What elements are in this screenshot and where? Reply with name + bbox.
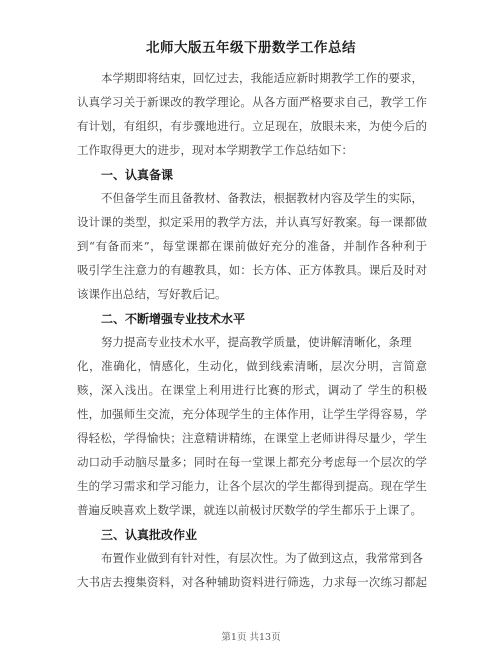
section-line: 性，加强师生交流，充分体现学生的主体作用，让学生学得容易，学 [77, 407, 427, 421]
section-line: 到“有备而来”，每堂课都在课前做好充分的准备，并制作各种利于 [77, 239, 427, 253]
document-title: 北师大版五年级下册数学工作总结 [146, 40, 356, 56]
section-heading: 二、不断增强专业技术水平 [101, 312, 246, 326]
section-line: 生的学习需求和学习能力，让各个层次的学生都得到提高。现在学生 [77, 479, 427, 493]
section-line: 得轻松，学得愉快；注意精讲精练，在课堂上老师讲得尽量少，学生 [77, 431, 427, 445]
section-line: 该课作出总结，写好教后记。 [77, 287, 227, 301]
intro-line: 工作取得更大的进步，现对本学期教学工作总结如下： [77, 143, 353, 157]
section-line: 布置作业做到有针对性，有层次性。为了做到这点，我常常到各 [101, 551, 423, 565]
section-line: 赅，深入浅出。在课堂上利用进行比赛的形式，调动了 学生的积极 [77, 383, 427, 397]
section-line: 吸引学生注意力的有趣教具，如：长方体、正方体教具。课后及时对 [77, 263, 427, 277]
section-line: 普遍反映喜欢上数学课，就连以前极讨厌数学的学生都乐于上课了。 [77, 503, 422, 517]
page-footer: 第1页 共13页 [221, 632, 281, 643]
section-heading: 一、认真备课 [101, 168, 174, 182]
section-line: 大书店去搜集资料，对各种辅助资料进行筛选，力求每一次练习都起 [77, 575, 427, 589]
section-line: 动口动手动脑尽量多；同时在每一堂课上都充分考虑每一个层次的学 [77, 455, 427, 469]
section-line: 化，准确化，情感化，生动化，做到线索清晰，层次分明，言简意 [77, 359, 427, 373]
intro-line: 有计划，有组织，有步骤地进行。立足现在，放眼未来，为使今后的 [77, 119, 427, 133]
section-line: 设计课的类型，拟定采用的教学方法，并认真写好教案。每一课都做 [77, 215, 427, 229]
section-heading: 三、认真批改作业 [101, 528, 198, 542]
section-line: 努力提高专业技术水平，提高教学质量，使讲解清晰化，条理 [101, 335, 412, 349]
intro-line: 认真学习关于新课改的教学理论。从各方面严格要求自己，教学工作 [77, 95, 427, 109]
section-line: 不但备学生而且备教材、备教法，根据教材内容及学生的实际， [101, 191, 423, 205]
intro-line: 本学期即将结束，回忆过去，我能适应新时期教学工作的要求， [101, 71, 423, 85]
